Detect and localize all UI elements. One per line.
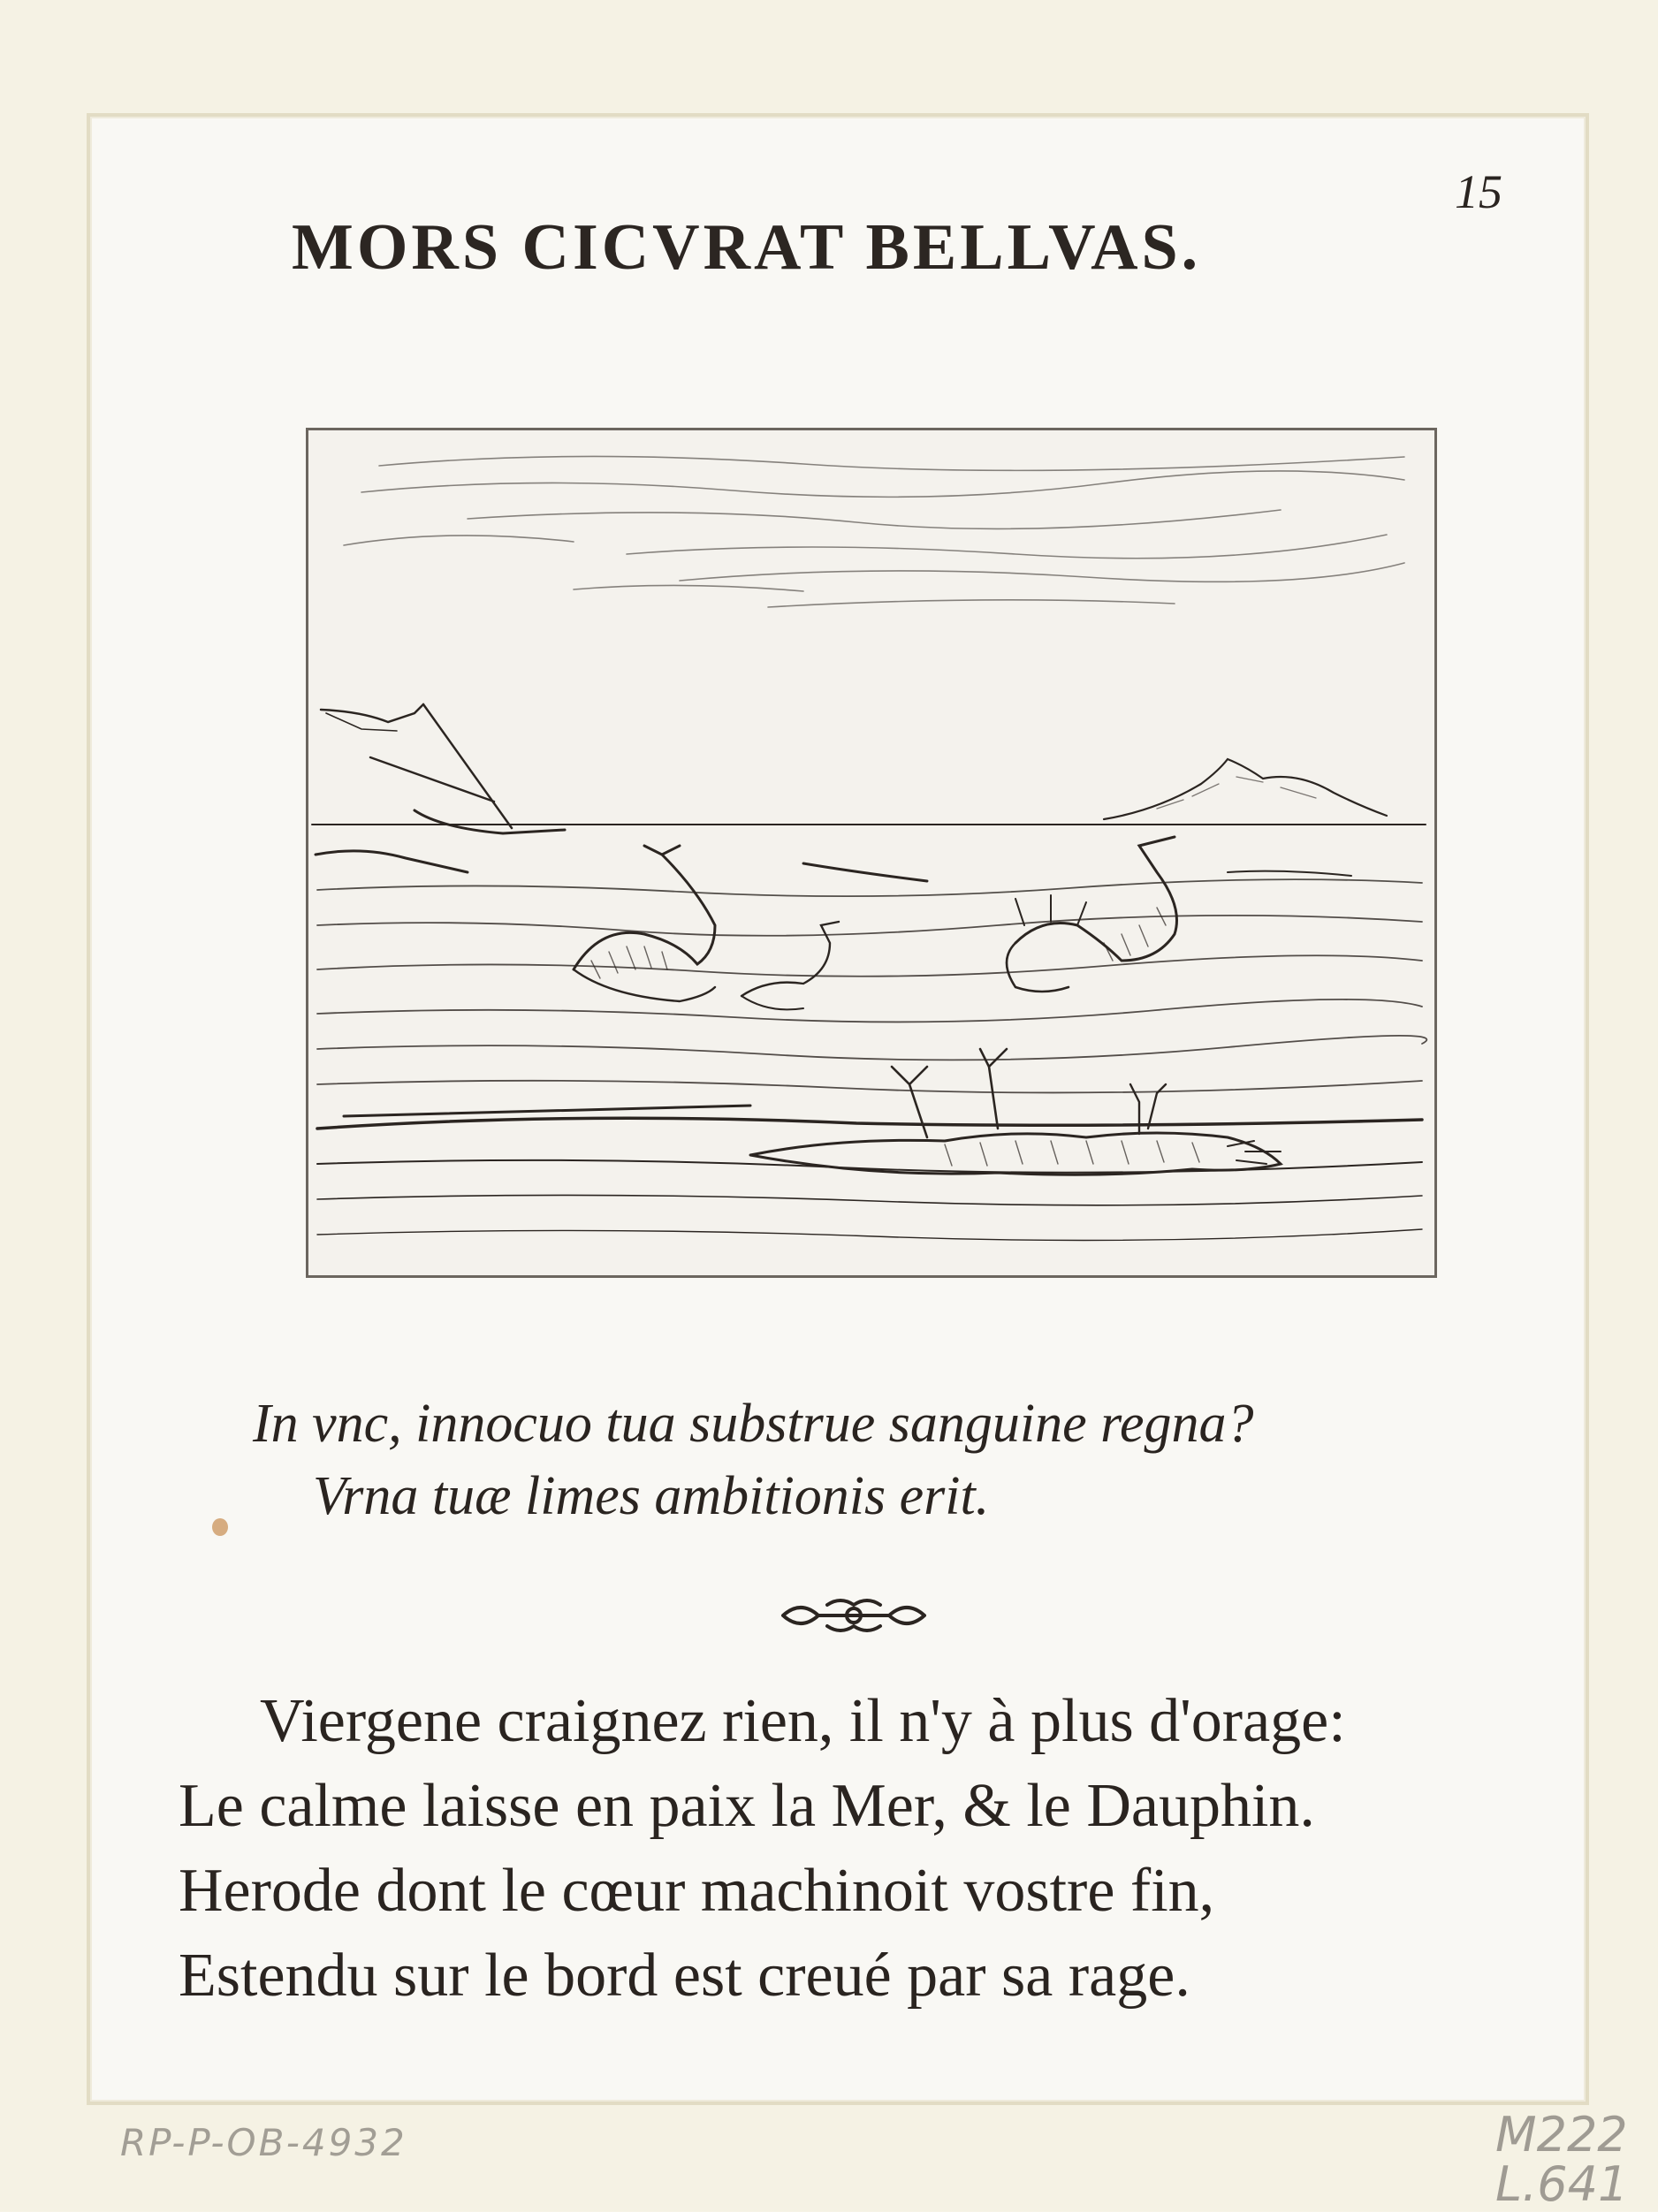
- latin-verse: [253, 1387, 1490, 1532]
- french-verse-line: Herode dont le cœur machinoit vostre fin,: [179, 1857, 1215, 1925]
- latin-verse-line: In vnc, innocuo tua substrue sanguine regna?: [253, 1394, 1254, 1454]
- french-verse-line: Le calme laisse en paix la Mer, & le Dauphin.: [179, 1772, 1315, 1840]
- french-verse-line: Estendu sur le bord est creué par sa rage.: [179, 1942, 1190, 2010]
- catalog-mark: [1495, 2107, 1629, 2212]
- page-title: MORS CICVRAT BELLVAS.: [292, 211, 1202, 284]
- latin-verse-line: Vrna tuæ limes ambitionis erit.: [313, 1466, 990, 1526]
- fleuron-ornament-icon: [774, 1587, 933, 1644]
- catalog-mark-line: L.641: [1495, 2156, 1629, 2212]
- page-number: 15: [1455, 165, 1502, 218]
- foxing-spot: [212, 1518, 228, 1536]
- catalog-mark-line: M222: [1495, 2107, 1628, 2163]
- french-verse-line: Viergene craignez rien, il n'y à plus d'orage:: [260, 1687, 1346, 1755]
- inventory-number: RP-P-OB-4932: [120, 2121, 407, 2164]
- etching-plate: [306, 428, 1437, 1278]
- etching-sea-monsters-icon: [308, 430, 1429, 1270]
- french-verse: [179, 1679, 1557, 2018]
